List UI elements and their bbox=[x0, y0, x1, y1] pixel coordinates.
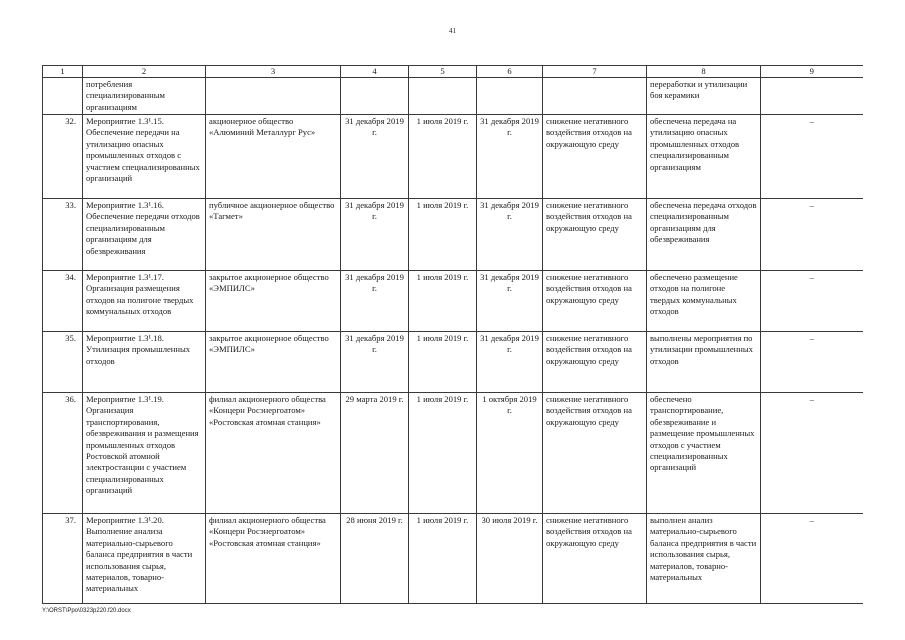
date-cell: 31 декабря 2019 г. bbox=[477, 271, 543, 332]
measure-cell: Мероприятие 1.3¹.18. Утилизация промышленных отходов bbox=[83, 332, 206, 393]
date-cell: 1 июля 2019 г. bbox=[409, 514, 477, 604]
header-cell: 4 bbox=[341, 66, 409, 78]
header-cell: 1 bbox=[43, 66, 83, 78]
header-cell: 3 bbox=[206, 66, 341, 78]
continuation-row bbox=[43, 78, 863, 115]
measure-cell: Мероприятие 1.3¹.19. Организация транспортирования, обезвреживания и размещения промышленных отходов Ростовской атомной электростанции с участием специализированных организаций bbox=[83, 393, 206, 514]
executor-cell: закрытое акционерное общество «ЭМПИЛС» bbox=[206, 271, 341, 332]
date-cell: 30 июля 2019 г. bbox=[477, 514, 543, 604]
row-number: 35. bbox=[43, 332, 83, 393]
row-number: 36. bbox=[43, 393, 83, 514]
measure-cell: Мероприятие 1.3¹.15. Обеспечение передачи на утилизацию опасных промышленных отходов с участием специализированных организаций bbox=[83, 115, 206, 199]
note-cell: – bbox=[761, 271, 863, 332]
executor-cell: акционерное общество «Алюминий Металлург Рус» bbox=[206, 115, 341, 199]
header-cell: 6 bbox=[477, 66, 543, 78]
date-cell: 1 июля 2019 г. bbox=[409, 393, 477, 514]
deadline-cell: 31 декабря 2019 г. bbox=[341, 199, 409, 271]
date-cell: 1 июля 2019 г. bbox=[409, 115, 477, 199]
date-cell: 1 июля 2019 г. bbox=[409, 271, 477, 332]
result-cell: обеспечено транспортирование, обезвреживание и размещение промышленных отходов с участием специализированных организаций bbox=[647, 393, 761, 514]
effect-cell: снижение негативного воздействия отходов на окружающую среду bbox=[543, 514, 647, 604]
deadline-cell: 31 декабря 2019 г. bbox=[341, 115, 409, 199]
header-cell: 7 bbox=[543, 66, 647, 78]
table-row bbox=[43, 332, 863, 393]
date-cell: 31 декабря 2019 г. bbox=[477, 199, 543, 271]
measure-cell: Мероприятие 1.3¹.16. Обеспечение передачи отходов специализированным организациям для обезвреживания bbox=[83, 199, 206, 271]
note-cell: – bbox=[761, 115, 863, 199]
continuation-measure: потребления специализированным организациям bbox=[83, 78, 206, 115]
effect-cell: снижение негативного воздействия отходов на окружающую среду bbox=[543, 332, 647, 393]
note-cell: – bbox=[761, 332, 863, 393]
note-cell: – bbox=[761, 199, 863, 271]
executor-cell: публичное акционерное общество «Тагмет» bbox=[206, 199, 341, 271]
effect-cell: снижение негативного воздействия отходов на окружающую среду bbox=[543, 115, 647, 199]
date-cell: 31 декабря 2019 г. bbox=[477, 115, 543, 199]
header-row bbox=[43, 66, 863, 78]
row-number: 33. bbox=[43, 199, 83, 271]
measure-cell: Мероприятие 1.3¹.20. Выполнение анализа материально-сырьевого баланса предприятия в части использования сырья, материалов, товарно-материальных bbox=[83, 514, 206, 604]
table-row bbox=[43, 115, 863, 199]
header-cell: 2 bbox=[83, 66, 206, 78]
executor-cell: филиал акционерного общества «Концерн Росэнергоатом» «Ростовская атомная станция» bbox=[206, 393, 341, 514]
measure-cell: Мероприятие 1.3¹.17. Организация размещения отходов на полигоне твердых коммунальных отходов bbox=[83, 271, 206, 332]
result-cell: обеспечено размещение отходов на полигоне твердых коммунальных отходов bbox=[647, 271, 761, 332]
header-cell: 5 bbox=[409, 66, 477, 78]
result-cell: обеспечена передача на утилизацию опасных промышленных отходов специализированным организациям bbox=[647, 115, 761, 199]
note-cell: – bbox=[761, 514, 863, 604]
note-cell: – bbox=[761, 393, 863, 514]
table-row bbox=[43, 199, 863, 271]
row-number: 37. bbox=[43, 514, 83, 604]
table-row bbox=[43, 514, 863, 604]
table-row bbox=[43, 271, 863, 332]
result-cell: выполнены мероприятия по утилизации промышленных отходов bbox=[647, 332, 761, 393]
page-number: 41 bbox=[449, 27, 456, 35]
deadline-cell: 31 декабря 2019 г. bbox=[341, 271, 409, 332]
footer-file-path: Y:\ORST\Ppo\0323p220.f20.docx bbox=[42, 608, 131, 614]
row-number: 34. bbox=[43, 271, 83, 332]
deadline-cell: 28 июня 2019 г. bbox=[341, 514, 409, 604]
result-cell: обеспечена передача отходов специализированным организациям для обезвреживания bbox=[647, 199, 761, 271]
effect-cell: снижение негативного воздействия отходов на окружающую среду bbox=[543, 393, 647, 514]
executor-cell: закрытое акционерное общество «ЭМПИЛС» bbox=[206, 332, 341, 393]
date-cell: 1 октября 2019 г. bbox=[477, 393, 543, 514]
result-cell: выполнен анализ материально-сырьевого баланса предприятия в части использования сырья, материалов, товарно-материальных bbox=[647, 514, 761, 604]
row-number: 32. bbox=[43, 115, 83, 199]
date-cell: 1 июля 2019 г. bbox=[409, 332, 477, 393]
deadline-cell: 29 марта 2019 г. bbox=[341, 393, 409, 514]
date-cell: 31 декабря 2019 г. bbox=[477, 332, 543, 393]
header-cell: 8 bbox=[647, 66, 761, 78]
measures-table bbox=[42, 65, 863, 604]
executor-cell: филиал акционерного общества «Концерн Росэнергоатом» «Ростовская атомная станция» bbox=[206, 514, 341, 604]
deadline-cell: 31 декабря 2019 г. bbox=[341, 332, 409, 393]
effect-cell: снижение негативного воздействия отходов на окружающую среду bbox=[543, 199, 647, 271]
effect-cell: снижение негативного воздействия отходов на окружающую среду bbox=[543, 271, 647, 332]
table-row bbox=[43, 393, 863, 514]
header-cell: 9 bbox=[761, 66, 863, 78]
continuation-result: переработки и утилизации боя керамики bbox=[647, 78, 761, 115]
date-cell: 1 июля 2019 г. bbox=[409, 199, 477, 271]
